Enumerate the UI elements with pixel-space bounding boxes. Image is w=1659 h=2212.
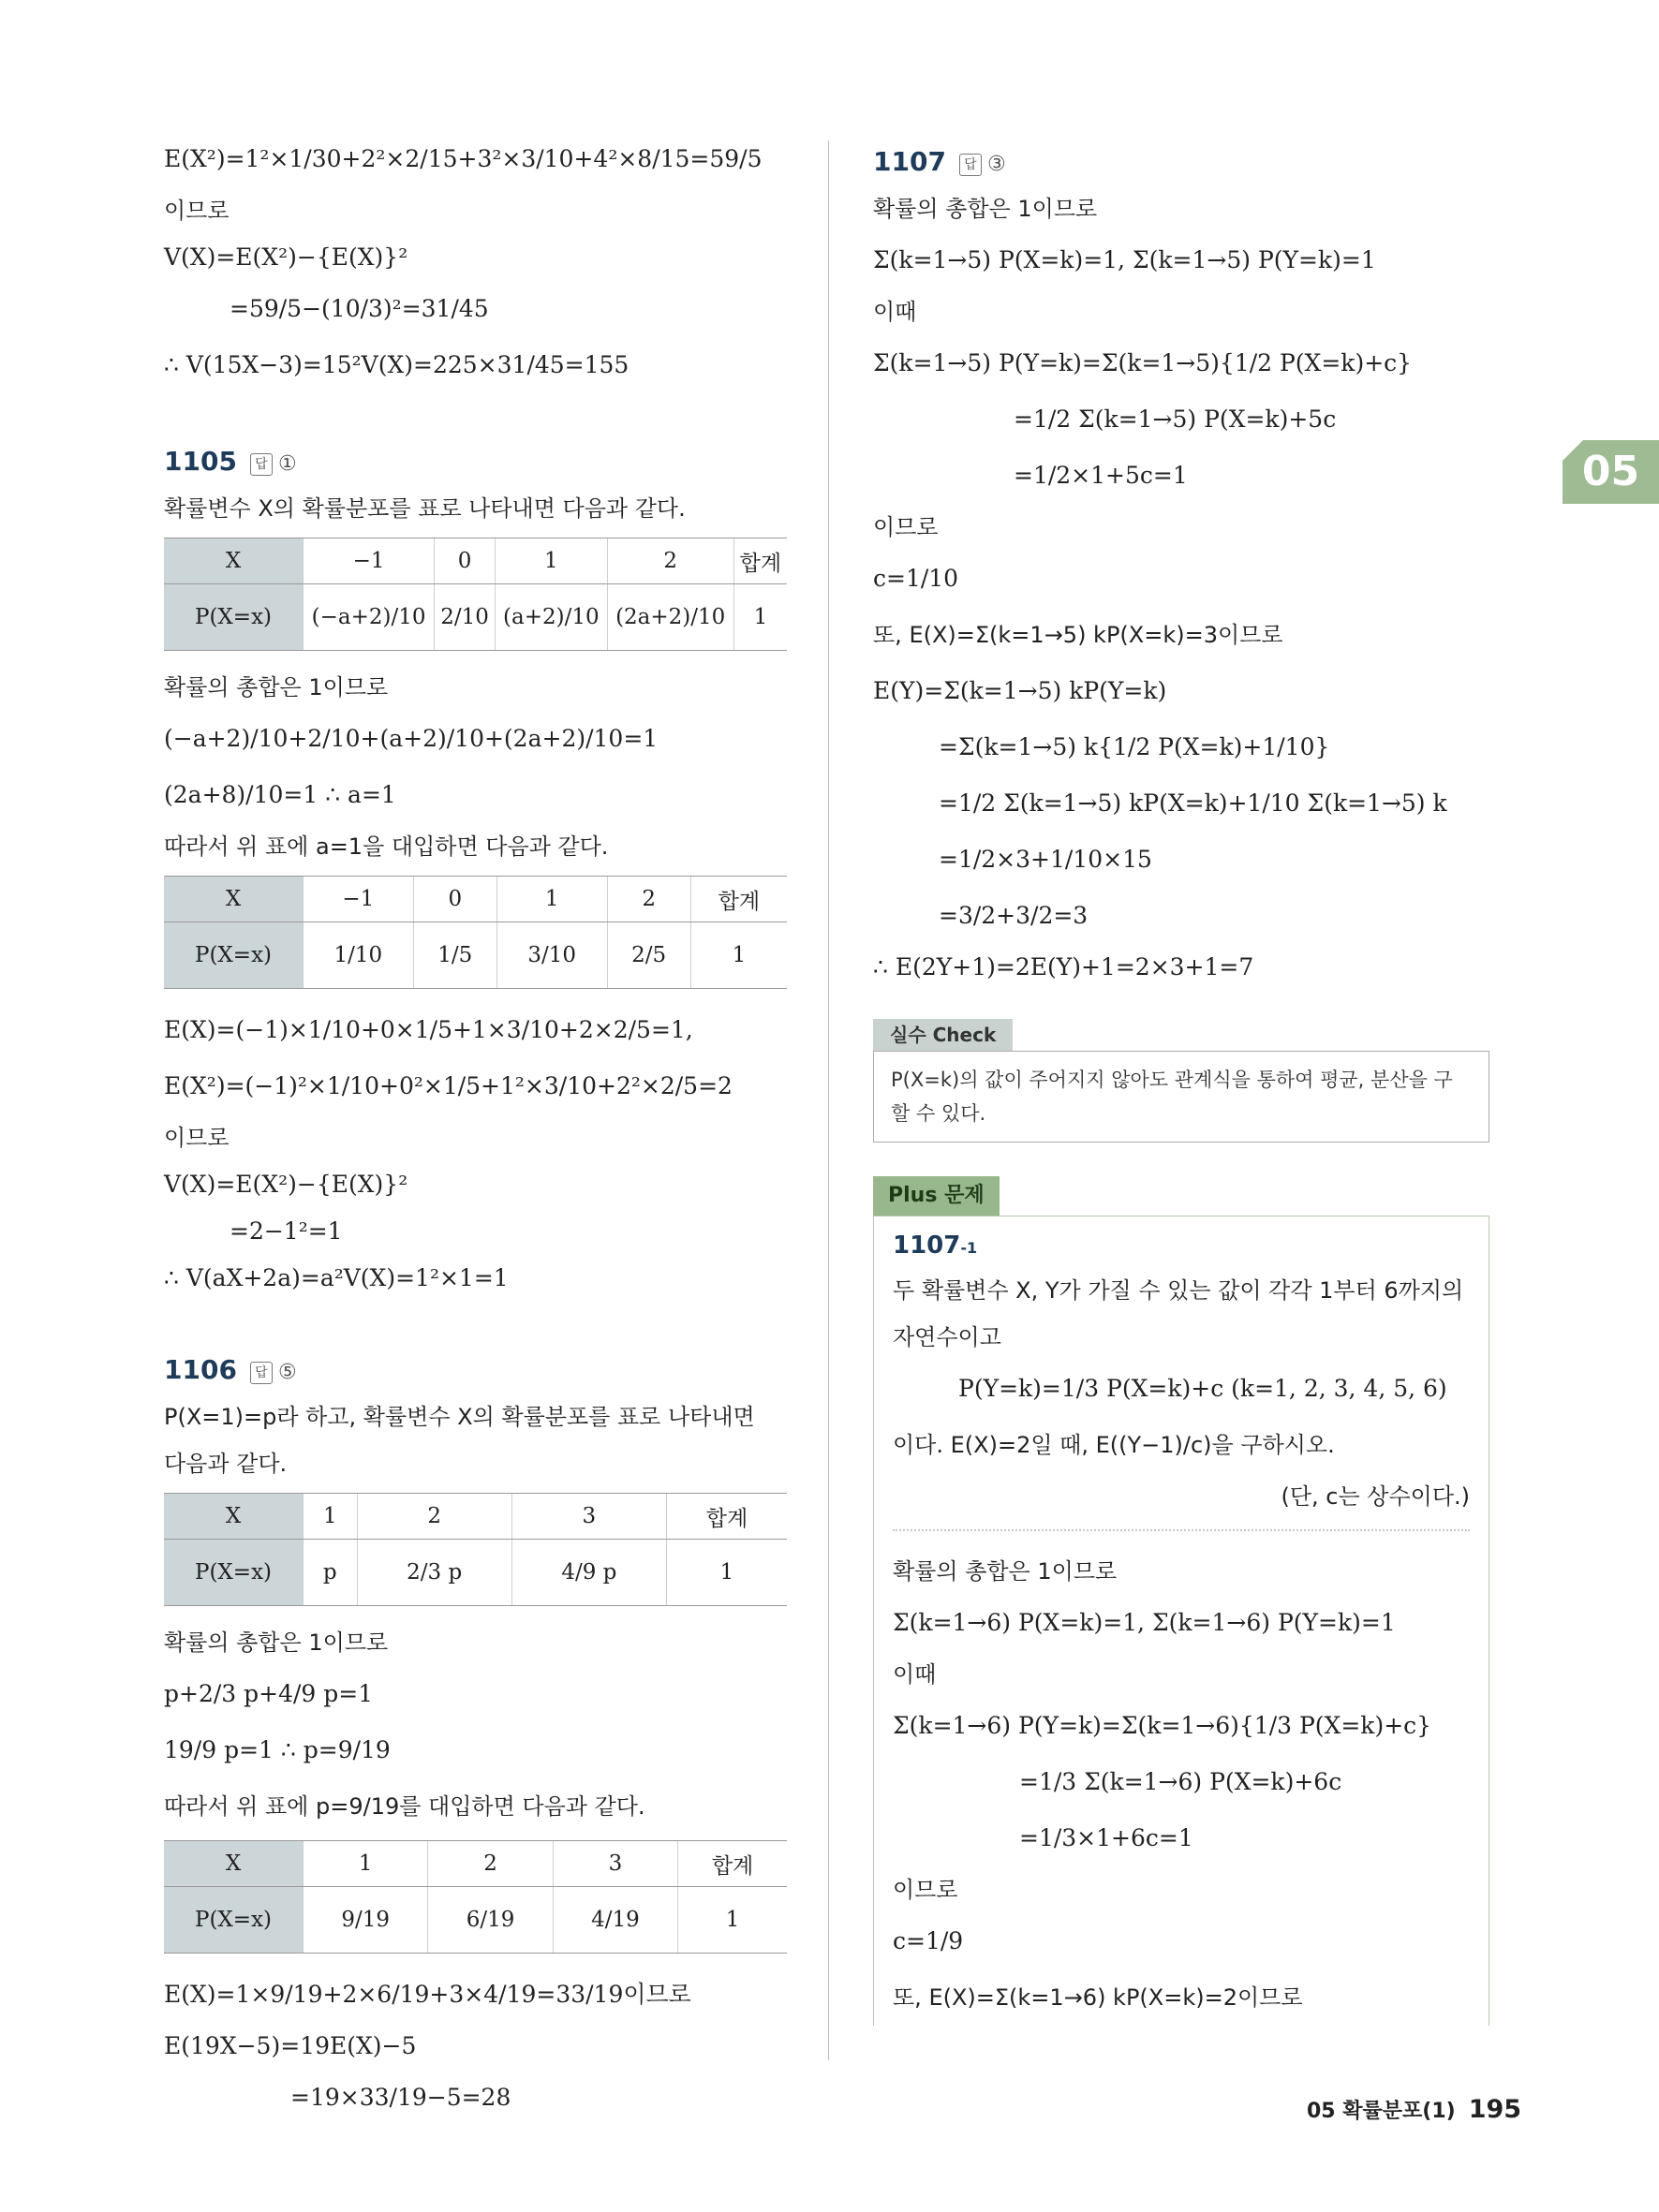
eq-line: =19×33/19−5=28 — [290, 2084, 511, 2111]
table-cell: 2 — [607, 538, 733, 584]
table-cell: 1/10 — [304, 922, 414, 989]
eq-line: Σ(k=1→5) P(Y=k)=Σ(k=1→5){1/2 P(X=k)+c} — [873, 349, 1413, 376]
eq-line: V(X)=E(X²)−{E(X)}² — [164, 1171, 408, 1198]
table-cell: 1 — [304, 1841, 428, 1887]
eq-line: E(19X−5)=19E(X)−5 — [164, 2032, 417, 2059]
text-line: 확률의 총합은 1이므로 — [164, 674, 389, 700]
eq-line: Σ(k=1→5) P(X=k)=1, Σ(k=1→5) P(Y=k)=1 — [873, 246, 1376, 273]
table-cell: 4/19 — [553, 1887, 677, 1954]
table-cell: 9/19 — [304, 1887, 428, 1954]
eq-line: =2−1²=1 — [230, 1217, 343, 1245]
eq-line: (−a+2)/10+2/10+(a+2)/10+(2a+2)/10=1 — [164, 725, 659, 752]
answer-icon: 답 — [250, 1362, 273, 1384]
eq-line: E(X²)=1²×1/30+2²×2/15+3²×3/10+4²×8/15=59/5 — [164, 145, 763, 172]
eq-line: E(X²)=(−1)²×1/10+0²×1/5+1²×3/10+2²×2/5=2 — [164, 1072, 733, 1099]
text-line: 이므로 — [164, 198, 230, 224]
text-line: 확률의 총합은 1이므로 — [893, 1558, 1118, 1585]
table-cell: 1 — [733, 584, 787, 651]
text-line: 확률의 총합은 1이므로 — [873, 196, 1098, 222]
text-line: 확률의 총합은 1이므로 — [164, 1630, 389, 1656]
problem-number: 1106 — [164, 1354, 237, 1385]
table-cell: (2a+2)/10 — [607, 584, 733, 651]
mistake-check-box: P(X=k)의 값이 주어지지 않아도 관계식을 통하여 평균, 분산을 구할 수 있다. — [873, 1051, 1489, 1143]
table-cell: 합계 — [690, 877, 787, 922]
text-line: 또, E(X)=Σ(k=1→6) kP(X=k)=2이므로 — [893, 1984, 1303, 2011]
answer-choice: ⑤ — [277, 1361, 297, 1384]
table-cell: 1 — [690, 922, 787, 989]
problem-header-1105 — [164, 438, 787, 485]
answer-icon: 답 — [250, 453, 273, 476]
table-cell: 1 — [496, 538, 608, 584]
text-line: 이다. E(X)=2일 때, E((Y−1)/c)을 구하시오. — [893, 1432, 1335, 1458]
text-line: 따라서 위 표에 a=1을 대입하면 다음과 같다. — [164, 833, 609, 860]
eq-line: ∴ E(2Y+1)=2E(Y)+1=2×3+1=7 — [873, 953, 1254, 981]
mistake-check-label: 실수 Check — [873, 1019, 1013, 1051]
table-cell: 2 — [607, 877, 690, 922]
eq-line: ∴ V(15X−3)=15²V(X)=225×31/45=155 — [164, 351, 630, 378]
table-cell: 1 — [678, 1887, 787, 1954]
table-cell: 0 — [413, 877, 496, 922]
eq-line: =1/2×3+1/10×15 — [939, 846, 1152, 873]
table-cell: 4/9 p — [511, 1540, 666, 1606]
eq-line: =59/5−(10/3)²=31/45 — [230, 295, 489, 322]
answer-choice: ① — [277, 452, 297, 476]
text-line: 두 확률변수 X, Y가 가질 수 있는 값이 각각 1부터 6까지의 — [893, 1277, 1464, 1304]
eq-line: =1/3×1+6c=1 — [1019, 1824, 1193, 1851]
eq-line: =Σ(k=1→5) k{1/2 P(X=k)+1/10} — [939, 733, 1330, 760]
table-cell: 2/5 — [607, 922, 690, 989]
page-footer — [1307, 2095, 1521, 2124]
table-cell: 2/3 p — [357, 1540, 511, 1606]
table-cell: P(X=x) — [164, 922, 304, 989]
eq-line: (2a+8)/10=1 ∴ a=1 — [164, 781, 396, 808]
eq-line: =3/2+3/2=3 — [939, 902, 1089, 929]
table-cell: 1/5 — [413, 922, 496, 989]
text-line: 따라서 위 표에 p=9/19를 대입하면 다음과 같다. — [164, 1793, 645, 1820]
eq-line: =1/2 Σ(k=1→5) P(X=k)+5c — [1014, 406, 1337, 433]
table-row — [164, 584, 787, 651]
answer-marker — [250, 452, 297, 476]
eq-line: =1/3 Σ(k=1→6) P(X=k)+6c — [1019, 1768, 1342, 1795]
plus-problem-label: Plus 문제 — [873, 1176, 1000, 1216]
distribution-table — [164, 1493, 787, 1606]
table-cell: P(X=x) — [164, 584, 304, 651]
eq-line: c=1/9 — [893, 1927, 964, 1954]
table-cell: −1 — [304, 538, 435, 584]
table-row — [164, 1841, 787, 1887]
eq-line: Σ(k=1→6) P(Y=k)=Σ(k=1→6){1/3 P(X=k)+c} — [893, 1712, 1432, 1739]
text-line: 이므로 — [164, 1125, 230, 1151]
problem-number: 1105 — [164, 446, 237, 477]
distribution-table — [164, 876, 787, 989]
eq-line: ∴ V(aX+2a)=a²V(X)=1²×1=1 — [164, 1264, 509, 1291]
text-line: 이므로 — [873, 514, 939, 540]
condition-text: (단, c는 상수이다.) — [1281, 1483, 1470, 1510]
problem-number: 1107 — [873, 146, 946, 177]
distribution-table — [164, 1840, 787, 1954]
eq-line: c=1/10 — [873, 565, 959, 592]
eq-line: E(X)=(−1)×1/10+0×1/5+1×3/10+2×2/5=1, — [164, 1016, 693, 1043]
table-cell: 2 — [357, 1494, 511, 1540]
chapter-title: 05 확률분포(1) — [1307, 2100, 1456, 2123]
plus-number-sub: -1 — [960, 1239, 978, 1257]
text-line: 자연수이고 — [893, 1324, 1001, 1350]
answer-icon: 답 — [959, 154, 982, 176]
table-cell: 합계 — [666, 1494, 787, 1540]
problem-header-1107 — [873, 139, 1491, 185]
eq-line: 19/9 p=1 ∴ p=9/19 — [164, 1736, 391, 1763]
table-row — [164, 922, 787, 989]
text-line: 이므로 — [893, 1877, 958, 1903]
table-row — [164, 1540, 787, 1606]
table-cell: 3 — [511, 1494, 666, 1540]
table-cell: 6/19 — [428, 1887, 553, 1954]
table-cell: P(X=x) — [164, 1540, 304, 1606]
table-cell: −1 — [304, 877, 414, 922]
table-cell: 1 — [304, 1494, 358, 1540]
chapter-tab[interactable]: 05 — [1563, 440, 1659, 504]
table-cell: X — [164, 538, 304, 584]
table-cell: (a+2)/10 — [496, 584, 608, 651]
column-divider — [828, 140, 829, 2060]
table-cell: X — [164, 1841, 304, 1887]
table-cell: 2/10 — [435, 584, 496, 651]
chapter-tab-notch — [1563, 440, 1583, 461]
text-line: P(X=1)=p라 하고, 확률변수 X의 확률분포를 표로 나타내면 — [164, 1404, 755, 1430]
eq-line: =1/2 Σ(k=1→5) kP(X=k)+1/10 Σ(k=1→5) k — [939, 789, 1447, 817]
text-line: 이때 — [873, 299, 917, 325]
eq-line: p+2/3 p+4/9 p=1 — [164, 1680, 374, 1707]
text-line: 확률변수 X의 확률분포를 표로 나타내면 다음과 같다. — [164, 495, 686, 522]
plus-problem-number — [893, 1224, 1470, 1267]
eq-line: Σ(k=1→6) P(X=k)=1, Σ(k=1→6) P(Y=k)=1 — [893, 1609, 1396, 1636]
table-cell: 0 — [435, 538, 496, 584]
eq-line: P(Y=k)=1/3 P(X=k)+c (k=1, 2, 3, 4, 5, 6) — [958, 1375, 1447, 1402]
problem-header-1106 — [164, 1347, 787, 1394]
dotted-divider — [893, 1529, 1470, 1531]
page-number: 195 — [1468, 2095, 1522, 2124]
table-row — [164, 877, 787, 922]
table-cell: 합계 — [678, 1841, 787, 1887]
table-row — [164, 538, 787, 584]
table-cell: 3 — [553, 1841, 677, 1887]
text-line: 또, E(X)=Σ(k=1→5) kP(X=k)=3이므로 — [873, 622, 1283, 648]
table-cell: 3/10 — [496, 922, 607, 989]
eq-line: V(X)=E(X²)−{E(X)}² — [164, 243, 408, 271]
eq-line: =1/2×1+5c=1 — [1014, 462, 1188, 489]
distribution-table — [164, 538, 787, 651]
table-cell: 합계 — [733, 538, 787, 584]
answer-marker — [250, 1361, 297, 1384]
table-row — [164, 1494, 787, 1540]
left-column — [164, 131, 787, 2126]
table-cell: 2 — [428, 1841, 553, 1887]
table-cell: (−a+2)/10 — [304, 584, 435, 651]
table-row — [164, 1887, 787, 1954]
plus-problem-box — [873, 1216, 1489, 2026]
text-line: 이때 — [893, 1661, 937, 1688]
answer-marker — [959, 153, 1006, 176]
answer-choice: ③ — [986, 153, 1006, 176]
eq-line: E(Y)=Σ(k=1→5) kP(Y=k) — [873, 677, 1167, 704]
plus-number-main: 1107 — [893, 1231, 961, 1260]
right-column — [873, 131, 1491, 2026]
table-cell: 1 — [666, 1540, 787, 1606]
eq-line: E(X)=1×9/19+2×6/19+3×4/19=33/19이므로 — [164, 1981, 691, 2008]
table-cell: 1 — [496, 877, 607, 922]
table-cell: X — [164, 877, 304, 922]
table-cell: X — [164, 1494, 304, 1540]
table-cell: P(X=x) — [164, 1887, 304, 1954]
table-cell: p — [304, 1540, 358, 1606]
text-line: 다음과 같다. — [164, 1451, 288, 1477]
